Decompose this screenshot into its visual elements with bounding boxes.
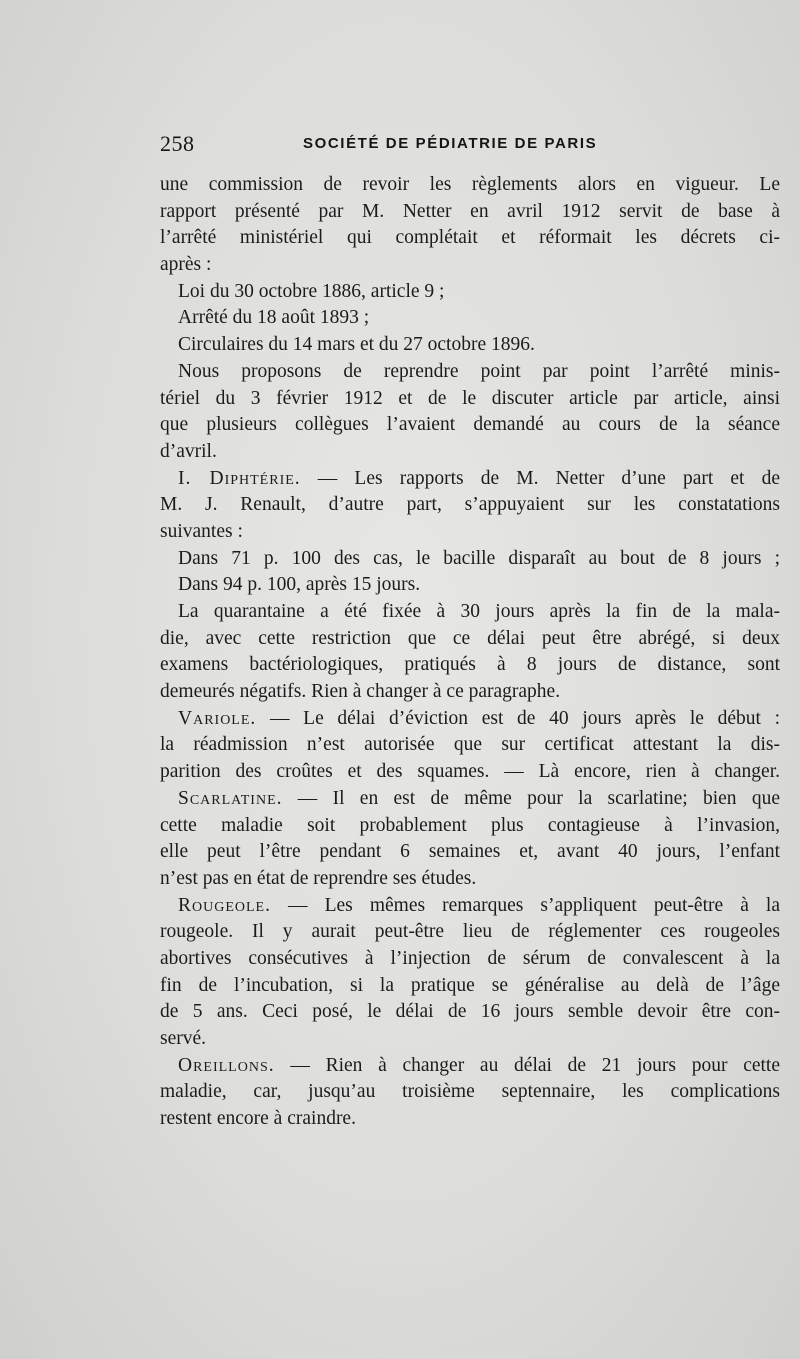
line-text: une commission de revoir les règlements alors en vigueur. Le xyxy=(160,174,780,195)
line-text: demeurés négatifs. Rien à changer à ce paragraphe. xyxy=(160,681,561,703)
text-line xyxy=(160,305,780,332)
line-text: rougeole. Il y aurait peut-être lieu de réglementer ces rougeoles xyxy=(160,921,780,943)
line-text: die, avec cette restriction que ce délai peut être abrégé, si deux xyxy=(160,627,780,649)
line-text: servé. xyxy=(160,1028,207,1049)
line-text: La quarantaine a été fixée à 30 jours après la fin de la mala- xyxy=(178,601,780,622)
text-line xyxy=(160,599,780,626)
line-text: après : xyxy=(160,254,212,276)
line-text: rapport présenté par M. Netter en avril 1912 servit de base à xyxy=(160,200,780,222)
text-line xyxy=(160,519,780,546)
text-line xyxy=(160,492,780,519)
text-line xyxy=(160,546,780,573)
text-line xyxy=(160,786,780,813)
text-line xyxy=(160,172,780,199)
text-line xyxy=(160,866,780,893)
line-text: — Les mêmes remarques s’appliquent peut-être à la xyxy=(270,894,780,916)
line-text: restent encore à craindre. xyxy=(160,1108,356,1130)
section-heading: Oreillons. xyxy=(178,1054,275,1076)
text-line xyxy=(160,572,780,599)
section-heading: Variole. xyxy=(178,707,257,729)
line-text: tériel du 3 février 1912 et de le discuter article par article, ainsi xyxy=(160,387,780,409)
line-text: que plusieurs collègues l’avaient demandé au cours de la séance xyxy=(160,414,780,436)
line-text: — Les rapports de M. Netter d’une part et de xyxy=(300,467,780,489)
line-text: la réadmission n’est autorisée que sur certificat attestant la dis- xyxy=(160,734,780,756)
text-line xyxy=(160,919,780,946)
line-text: parition des croûtes et des squames. — Là encore, rien à changer. xyxy=(160,761,780,783)
text-line xyxy=(160,679,780,706)
body-text xyxy=(160,172,780,1133)
line-text: maladie, car, jusqu’au troisième septennaire, les complications xyxy=(160,1081,780,1103)
line-text: Dans 94 p. 100, après 15 jours. xyxy=(178,574,421,596)
line-text: abortives consécutives à l’injection de sérum de convalescent à la xyxy=(160,947,780,969)
line-text: d’avril. xyxy=(160,440,217,462)
line-text: Circulaires du 14 mars et du 27 octobre 1896. xyxy=(178,334,535,356)
line-text: Dans 71 p. 100 des cas, le bacille disparaît au bout de 8 jours ; xyxy=(178,547,780,569)
text-line xyxy=(160,973,780,1000)
text-line xyxy=(160,439,780,466)
line-text: Loi du 30 octobre 1886, article 9 ; xyxy=(178,280,445,302)
line-text: suivantes : xyxy=(160,520,243,542)
text-line xyxy=(160,332,780,359)
text-line xyxy=(160,893,780,920)
line-text: Arrêté du 18 août 1893 ; xyxy=(178,307,370,329)
text-line xyxy=(160,626,780,653)
page-header xyxy=(160,131,780,157)
line-text: Nous proposons de reprendre point par point l’arrêté minis- xyxy=(178,360,780,382)
text-line xyxy=(160,386,780,413)
page-number: 258 xyxy=(160,131,195,156)
text-line xyxy=(160,652,780,679)
text-line xyxy=(160,359,780,386)
text-line xyxy=(160,279,780,306)
text-line xyxy=(160,412,780,439)
text-line xyxy=(160,252,780,279)
text-line xyxy=(160,1026,780,1053)
running-title: SOCIÉTÉ DE PÉDIATRIE DE PARIS xyxy=(303,135,598,152)
section-heading: I. Diphtérie. xyxy=(178,467,301,489)
text-line xyxy=(160,999,780,1026)
line-text: cette maladie soit probablement plus contagieuse à l’invasion, xyxy=(160,814,780,836)
line-text: fin de l’incubation, si la pratique se généralise au delà de l’âge xyxy=(160,974,780,996)
text-line xyxy=(160,1079,780,1106)
text-line xyxy=(160,759,780,786)
line-text: — Le délai d’éviction est de 40 jours après le début : xyxy=(256,707,780,729)
line-text: — Rien à changer au délai de 21 jours pour cette xyxy=(274,1054,780,1076)
line-text: l’arrêté ministériel qui complétait et réformait les décrets ci- xyxy=(160,227,780,249)
text-line xyxy=(160,813,780,840)
text-line xyxy=(160,706,780,733)
text-line xyxy=(160,732,780,759)
line-text: — Il en est de même pour la scarlatine; bien que xyxy=(282,787,780,809)
line-text: M. J. Renault, d’autre part, s’appuyaient sur les constatations xyxy=(160,494,780,516)
text-line xyxy=(160,466,780,493)
line-text: de 5 ans. Ceci posé, le délai de 16 jours semble devoir être con- xyxy=(160,1001,780,1023)
section-heading: Scarlatine. xyxy=(178,787,283,809)
text-line xyxy=(160,199,780,226)
text-line xyxy=(160,1106,780,1133)
line-text: elle peut l’être pendant 6 semaines et, avant 40 jours, l’enfant xyxy=(160,841,780,863)
text-line xyxy=(160,1053,780,1080)
text-line xyxy=(160,225,780,252)
line-text: examens bactériologiques, pratiqués à 8 jours de distance, sont xyxy=(160,654,780,676)
section-heading: Rougeole. xyxy=(178,894,271,916)
text-line xyxy=(160,839,780,866)
line-text: n’est pas en état de reprendre ses études. xyxy=(160,867,477,889)
text-line xyxy=(160,946,780,973)
